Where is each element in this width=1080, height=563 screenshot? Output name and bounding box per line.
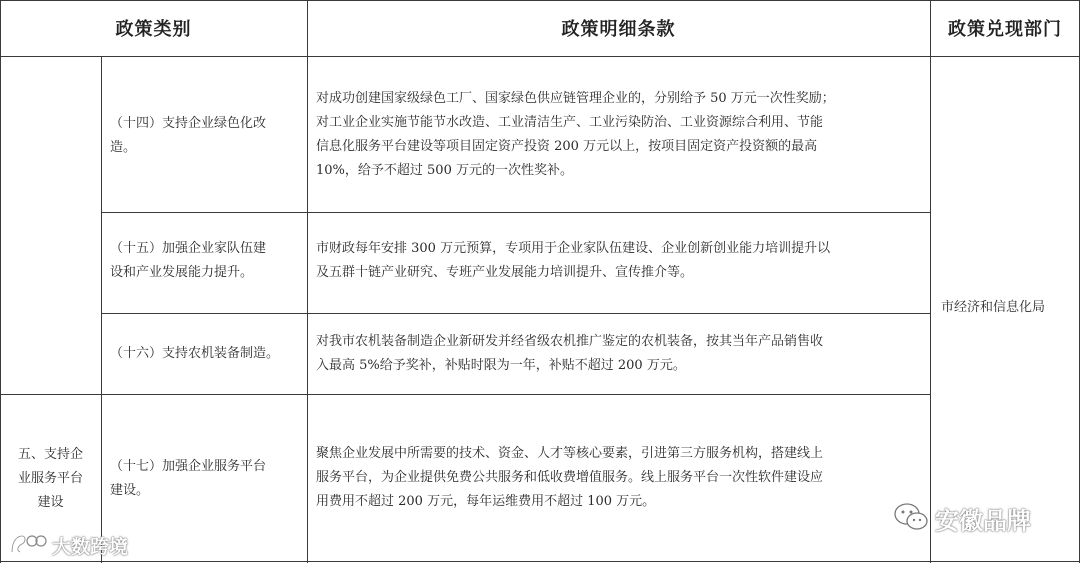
watermark-dashu [8, 530, 148, 558]
policy-item-line: （十四）支持企业绿色化改 [110, 116, 267, 131]
dashu-logo-icon [8, 532, 48, 556]
policy-detail-line: 市财政每年安排 300 万元预算，专项用于企业家队伍建设、企业创新创业能力培训提升以 [316, 241, 831, 256]
policy-item-line: （十六）支持农机装备制造。 [110, 346, 280, 361]
policy-detail-line: 对工业企业实施节能节水改造、工业清洁生产、工业污染防治、工业资源综合利用、节能 [316, 115, 824, 130]
policy-item-15 [110, 237, 304, 285]
policy-detail-line: 及五群十链产业研究、专班产业发展能力培训提升、宣传推介等。 [316, 265, 694, 280]
policy-item-line: 设和产业发展能力提升。 [110, 265, 254, 280]
row-divider-3 [0, 394, 930, 395]
col-divider-details [307, 0, 308, 563]
policy-detail-line: 聚焦企业发展中所需要的技术、资金、人才等核心要素，引进第三方服务机构，搭建线上 [316, 446, 824, 461]
policy-detail-14 [316, 87, 926, 183]
watermark-anhui-brand-text: 安徽品牌 [935, 507, 1031, 535]
department-value: 市经济和信息化局 [941, 300, 1046, 315]
policy-detail-line: 入最高 5%给予奖补，补贴时限为一年，补贴不超过 200 万元。 [316, 358, 686, 373]
header-details: 政策明细条款 [561, 19, 676, 40]
watermark-dashu-text: 大数跨境 [52, 536, 129, 558]
policy-item-17 [110, 455, 304, 503]
policy-detail-15 [316, 237, 926, 285]
col-divider-group [101, 56, 102, 563]
row-divider-1 [101, 212, 930, 213]
policy-detail-line: 对我市农机装备制造企业新研发并经省级农机推广鉴定的农机装备，按其当年产品销售收 [316, 334, 824, 349]
header-category: 政策类别 [115, 19, 192, 40]
wechat-icon [893, 502, 929, 532]
row-divider-2 [101, 313, 930, 314]
col-divider-department [930, 0, 931, 563]
policy-detail-line: 10%，给予不超过 500 万元的一次性奖补。 [316, 163, 573, 178]
category-group-five-line: 五、支持企 [17, 447, 83, 462]
policy-item-line: （十七）加强企业服务平台 [110, 459, 267, 474]
policy-item-line: 造。 [110, 140, 137, 155]
policy-detail-line: 服务平台，为企业提供免费公共服务和低收费增值服务。线上服务平台一次性软件建设应 [316, 470, 824, 485]
policy-detail-16 [316, 330, 926, 378]
policy-item-16 [110, 342, 304, 366]
policy-detail-17 [316, 442, 926, 514]
watermark-anhui-brand [893, 500, 1073, 534]
category-group-five-line: 建设 [37, 495, 64, 510]
policy-item-line: 建设。 [110, 483, 150, 498]
policy-detail-line: 用费用不超过 200 万元，每年运维费用不超过 100 万元。 [316, 494, 656, 509]
policy-item-14 [110, 112, 304, 160]
table-border-bottom [0, 561, 1080, 562]
policy-detail-line: 对成功创建国家级绿色工厂、国家绿色供应链管理企业的，分别给予 50 万元一次性奖励； [316, 91, 835, 106]
policy-item-line: （十五）加强企业家队伍建 [110, 241, 267, 256]
category-group-five-line: 业服务平台 [17, 471, 83, 486]
policy-detail-line: 信息化服务平台建设等项目固定资产投资 200 万元以上，按项目固定资产投资额的最高 [316, 139, 818, 154]
header-divider [0, 56, 1080, 57]
category-group-five [0, 443, 101, 515]
header-department: 政策兑现部门 [948, 19, 1062, 40]
